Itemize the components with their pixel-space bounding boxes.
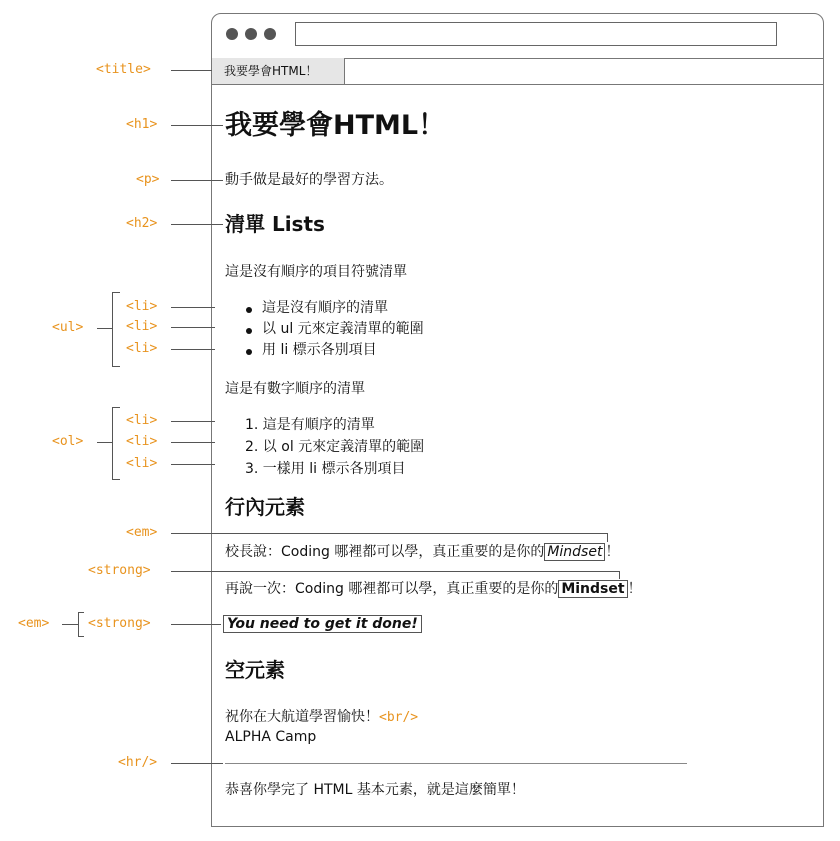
connector-line [607,533,608,542]
connector-line [171,349,215,350]
bracket-line [78,612,79,636]
connector-line [171,180,223,181]
section-heading-lists: 清單 Lists [225,212,325,236]
tag-li-label: <li> [126,299,158,314]
tag-em-label: <em> [18,616,50,631]
bracket-line [112,407,120,408]
tag-li-label: <li> [126,456,158,471]
strong-line-prefix: 再說一次：Coding 哪裡都可以學，真正重要的是你的 [225,581,559,597]
window-dot-icon [245,28,257,40]
strong-paragraph [225,579,642,599]
bracket-line [112,479,120,480]
tag-strong-label: <strong> [88,616,151,631]
intro-paragraph: 動手做是最好的學習方法。 [225,172,393,188]
tag-title-label: <title> [96,62,151,77]
bullet-icon [246,307,252,313]
bracket-line [78,636,84,637]
bullet-icon [246,328,252,334]
connector-line [171,763,223,764]
list-item: 1. 這是有順序的清單 [245,417,375,433]
br-line-text: 祝你在大航道學習愉快！ [225,709,379,725]
strong-line-suffix: ！ [627,581,642,597]
bracket-line [112,292,120,293]
tab-divider [212,84,824,85]
tag-h2-label: <h2> [126,216,158,231]
connector-line [171,327,215,328]
br-line [225,707,418,728]
connector-line [171,464,215,465]
tag-em-label: <em> [126,525,158,540]
tag-li-label: <li> [126,341,158,356]
section-heading-empty: 空元素 [225,658,285,682]
browser-tab[interactable] [212,58,345,84]
em-strong-paragraph [223,614,422,634]
final-paragraph: 恭喜你學完了 HTML 基本元素，就是這麼簡單！ [225,782,525,798]
bracket-line [112,366,120,367]
list-item: 以 ul 元來定義清單的範圍 [262,321,424,337]
list-item: 2. 以 ol 元來定義清單的範圍 [245,439,425,455]
bracket-line [112,407,113,479]
em-line-suffix: ！ [605,544,620,560]
window-dot-icon [226,28,238,40]
list-item: 用 li 標示各別項目 [262,342,377,358]
connector-line [171,533,607,534]
em-word: Mindset [544,543,605,561]
tag-hr-label: <hr/> [118,755,158,770]
connector-line [171,125,223,126]
connector-line [171,442,215,443]
tag-li-label: <li> [126,413,158,428]
connector-line [171,307,215,308]
bullet-icon [246,349,252,355]
list-item: 這是沒有順序的清單 [262,300,388,316]
tag-li-label: <li> [126,319,158,334]
page-heading: 我要學會HTML！ [225,110,446,141]
tag-h1-label: <h1> [126,117,158,132]
horizontal-rule [225,763,687,764]
list-item: 3. 一樣用 li 標示各別項目 [245,461,406,477]
br-line-2: ALPHA Camp [225,729,317,745]
bracket-line [112,292,113,366]
tab-title: 我要學會HTML！ [224,64,318,78]
connector-line [171,224,223,225]
em-line-prefix: 校長說：Coding 哪裡都可以學，真正重要的是你的 [225,544,545,560]
ul-intro: 這是沒有順序的項目符號清單 [225,264,407,280]
connector-line [171,421,215,422]
em-strong-text: You need to get it done! [223,615,422,633]
ol-intro: 這是有數字順序的清單 [225,381,365,397]
strong-word: Mindset [558,580,627,598]
connector-line [171,624,221,625]
tag-p-label: <p> [136,172,160,187]
connector-line [171,571,619,572]
connector-line [97,328,112,329]
em-paragraph [225,542,619,562]
section-heading-inline: 行內元素 [225,495,305,519]
window-dot-icon [264,28,276,40]
connector-line [62,624,78,625]
tag-ul-label: <ul> [52,320,84,335]
tag-li-label: <li> [126,434,158,449]
bracket-line [78,612,84,613]
connector-line [171,70,212,71]
tag-br-label: <br/> [379,710,419,725]
connector-line [97,442,112,443]
tag-strong-label: <strong> [88,563,151,578]
tag-ol-label: <ol> [52,434,84,449]
address-bar[interactable] [295,22,777,46]
connector-line [619,571,620,579]
